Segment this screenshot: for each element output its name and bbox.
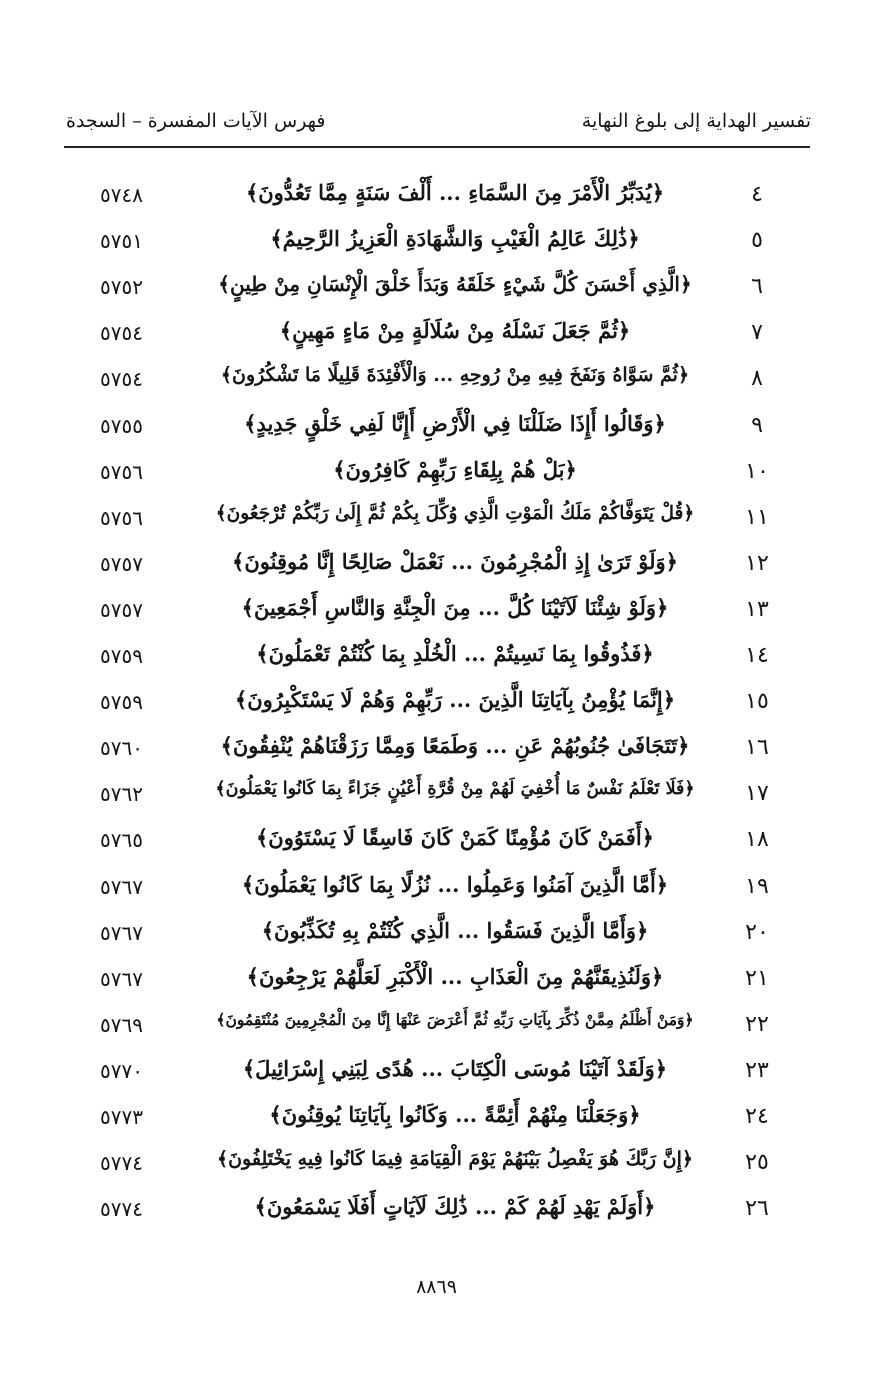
table-row xyxy=(0,545,873,585)
page-reference: ٥٧٦٧ xyxy=(100,920,143,945)
table-row xyxy=(0,637,873,677)
page-reference: ٥٧٧٤ xyxy=(100,1151,143,1176)
table-row xyxy=(0,407,873,447)
verse-number: ١٦ xyxy=(745,735,769,761)
page-reference: ٥٧٦٥ xyxy=(100,828,143,853)
page-reference: ٥٧٤٨ xyxy=(100,183,143,207)
verse-text: ﴿ذَٰلِكَ عَالِمُ الْغَيْبِ وَالشَّهَادَةِ الْعَزِيزُ الرَّحِيمُ﴾ xyxy=(270,226,640,252)
verse-number: ١٨ xyxy=(745,827,769,853)
verse-text: ﴿وَمَنْ أَظْلَمُ مِمَّنْ ذُكِّرَ بِآيَاتِ رَبِّهِ ثُمَّ أَعْرَضَ عَنْهَا إِنَّا مِنَ الْمُجْرِمِينَ مُنْتَقِمُونَ﴾ xyxy=(216,1009,694,1029)
table-row xyxy=(0,729,873,769)
verse-text: ﴿قُلْ يَتَوَفَّاكُمْ مَلَكُ الْمَوْتِ الَّذِي وُكِّلَ بِكُمْ ثُمَّ إِلَىٰ رَبِّكُمْ تُرْجَعُونَ﴾ xyxy=(215,502,695,524)
verse-number: ١١ xyxy=(745,504,769,530)
verse-number: ٨ xyxy=(751,366,763,392)
verse-number: ٢٢ xyxy=(745,1011,769,1037)
page-reference: ٥٧٥٤ xyxy=(100,321,143,346)
verse-number: ١٤ xyxy=(745,643,769,668)
verse-number: ٢٣ xyxy=(745,1057,769,1083)
page-reference: ٥٧٦٧ xyxy=(100,874,143,899)
verse-number: ١٩ xyxy=(745,873,769,899)
table-row xyxy=(0,1052,873,1092)
table-row xyxy=(0,775,873,815)
page-reference: ٥٧٥٩ xyxy=(100,644,143,668)
page-reference: ٥٧٦٠ xyxy=(100,736,143,761)
verse-number: ٢٥ xyxy=(745,1150,769,1176)
verse-number: ١٣ xyxy=(745,596,769,622)
header-rule xyxy=(64,146,810,148)
verse-number: ٩ xyxy=(751,412,763,438)
table-row xyxy=(0,868,873,908)
verse-number: ٤ xyxy=(751,182,763,207)
verse-text: ﴿وَقَالُوا أَإِذَا ضَلَلْنَا فِي الْأَرْضِ أَإِنَّا لَفِي خَلْقٍ جَدِيدٍ﴾ xyxy=(244,410,666,436)
verse-text: ﴿أَوَلَمْ يَهْدِ لَهُمْ كَمْ ... ذَٰلِكَ لَآيَاتٍ أَفَلَا يَسْمَعُونَ﴾ xyxy=(254,1194,656,1220)
verse-number: ٢٠ xyxy=(745,919,769,945)
verse-text: ﴿وَجَعَلْنَا مِنْهُمْ أَئِمَّةً ... وَكَانُوا بِآيَاتِنَا يُوقِنُونَ﴾ xyxy=(269,1102,641,1127)
verse-text: ﴿بَلْ هُمْ بِلِقَاءِ رَبِّهِمْ كَافِرُونَ﴾ xyxy=(333,456,577,482)
verse-number: ٢١ xyxy=(745,965,769,991)
page-reference: ٥٧٥٤ xyxy=(100,367,143,392)
page-reference: ٥٧٥٦ xyxy=(100,459,143,484)
verse-number: ١٠ xyxy=(745,458,769,484)
table-row xyxy=(0,960,873,1000)
table-row xyxy=(0,1006,873,1046)
verse-text: ﴿الَّذِي أَحْسَنَ كُلَّ شَيْءٍ خَلَقَهُ وَبَدَأَ خَلْقَ الْإِنْسَانِ مِنْ طِينٍ﴾ xyxy=(218,272,692,297)
verse-text: ﴿أَمَّا الَّذِينَ آمَنُوا وَعَمِلُوا ... نُزُلًا بِمَا كَانُوا يَعْمَلُونَ﴾ xyxy=(241,871,669,897)
verse-text: ﴿وَأَمَّا الَّذِينَ فَسَقُوا ... الَّذِي كُنْتُمْ بِهِ تُكَذِّبُونَ﴾ xyxy=(261,917,649,943)
verse-number: ٥ xyxy=(751,228,763,254)
verse-number: ١٥ xyxy=(745,689,769,715)
verse-text: ﴿فَذُوقُوا بِمَا نَسِيتُمْ ... الْخُلْدِ بِمَا كُنْتُمْ تَعْمَلُونَ﴾ xyxy=(256,641,654,666)
book-title: تفسير الهداية إلى بلوغ النهاية xyxy=(581,110,811,132)
verse-text: ﴿وَلَنُذِيقَنَّهُمْ مِنَ الْعَذَابِ ... الْأَكْبَرِ لَعَلَّهُمْ يَرْجِعُونَ﴾ xyxy=(246,963,664,989)
verse-number: ٢٤ xyxy=(745,1104,769,1129)
page-number: ٨٨٦٩ xyxy=(416,1276,457,1298)
table-row xyxy=(0,176,873,216)
verse-text: ﴿وَلَوْ تَرَىٰ إِذِ الْمُجْرِمُونَ ... نَعْمَلْ صَالِحًا إِنَّا مُوقِنُونَ﴾ xyxy=(232,548,678,574)
verse-text: ﴿فَلَا تَعْلَمُ نَفْسٌ مَا أُخْفِيَ لَهُمْ مِنْ قُرَّةِ أَعْيُنٍ جَزَاءً بِمَا كَانُوا يَعْمَلُونَ﴾ xyxy=(215,779,695,800)
verse-number: ١٧ xyxy=(745,781,769,807)
page-reference: ٥٧٦٧ xyxy=(100,966,143,991)
table-row xyxy=(0,453,873,493)
section-title: فهرس الآيات المفسرة – السجدة xyxy=(66,110,326,132)
page-reference: ٥٧٧٤ xyxy=(100,1197,143,1222)
table-row xyxy=(0,360,873,400)
table-row xyxy=(0,1190,873,1230)
verse-text: ﴿إِنَّ رَبَّكَ هُوَ يَفْصِلُ بَيْنَهُمْ يَوْمَ الْقِيَامَةِ فِيمَا كَانُوا فِيهِ يَخْتَلِفُونَ﴾ xyxy=(216,1148,694,1171)
table-row xyxy=(0,914,873,954)
verse-text: ﴿أَفَمَنْ كَانَ مُؤْمِنًا كَمَنْ كَانَ فَاسِقًا لَا يَسْتَوُونَ﴾ xyxy=(256,825,654,851)
table-row xyxy=(0,268,873,308)
table-row xyxy=(0,314,873,354)
page-reference: ٥٧٦٩ xyxy=(100,1012,143,1037)
page-reference: ٥٧٧٠ xyxy=(100,1058,143,1083)
verse-text: ﴿يُدَبِّرُ الْأَمْرَ مِنَ السَّمَاءِ ... أَلْفَ سَنَةٍ مِمَّا تَعُدُّونَ﴾ xyxy=(245,180,665,205)
table-row xyxy=(0,591,873,631)
verse-text: ﴿إِنَّمَا يُؤْمِنُ بِآيَاتِنَا الَّذِينَ ... رَبِّهِمْ وَهُمْ لَا يَسْتَكْبِرُونَ﴾ xyxy=(234,687,676,713)
page-reference: ٥٧٥٩ xyxy=(100,690,143,715)
page-reference: ٥٧٥٧ xyxy=(100,551,143,576)
page-reference: ٥٧٥٢ xyxy=(100,275,143,300)
verse-number: ١٢ xyxy=(745,550,769,576)
verse-number: ٦ xyxy=(751,274,763,300)
table-row xyxy=(0,499,873,539)
table-row xyxy=(0,222,873,262)
page-reference: ٥٧٥٦ xyxy=(100,505,143,530)
page-reference: ٥٧٧٣ xyxy=(100,1105,143,1129)
verse-text: ﴿ثُمَّ سَوَّاهُ وَنَفَخَ فِيهِ مِنْ رُوحِهِ ... وَالْأَفْئِدَةَ قَلِيلًا مَا تَشْكُرُونَ﴾ xyxy=(220,364,690,387)
table-row xyxy=(0,1144,873,1184)
table-row xyxy=(0,1098,873,1138)
verse-text: ﴿تَتَجَافَىٰ جُنُوبُهُمْ عَنِ ... وَطَمَعًا وَمِمَّا رَزَقْنَاهُمْ يُنْفِقُونَ﴾ xyxy=(220,733,690,759)
page-reference: ٥٧٥٥ xyxy=(100,413,143,438)
verse-text: ﴿وَلَقَدْ آتَيْنَا مُوسَى الْكِتَابَ ... هُدًى لِبَنِي إِسْرَائِيلَ﴾ xyxy=(242,1055,668,1081)
page-reference: ٥٧٥١ xyxy=(100,229,143,254)
page-reference: ٥٧٥٧ xyxy=(100,597,143,622)
verse-text: ﴿ثُمَّ جَعَلَ نَسْلَهُ مِنْ سُلَالَةٍ مِنْ مَاءٍ مَهِينٍ﴾ xyxy=(279,318,631,344)
table-row xyxy=(0,821,873,861)
verse-number: ٢٦ xyxy=(745,1196,769,1222)
table-row xyxy=(0,683,873,723)
verse-text: ﴿وَلَوْ شِئْنَا لَآتَيْنَا كُلَّ ... مِنَ الْجِنَّةِ وَالنَّاسِ أَجْمَعِينَ﴾ xyxy=(241,594,669,620)
verse-number: ٧ xyxy=(751,320,763,346)
page-reference: ٥٧٦٢ xyxy=(100,782,143,807)
